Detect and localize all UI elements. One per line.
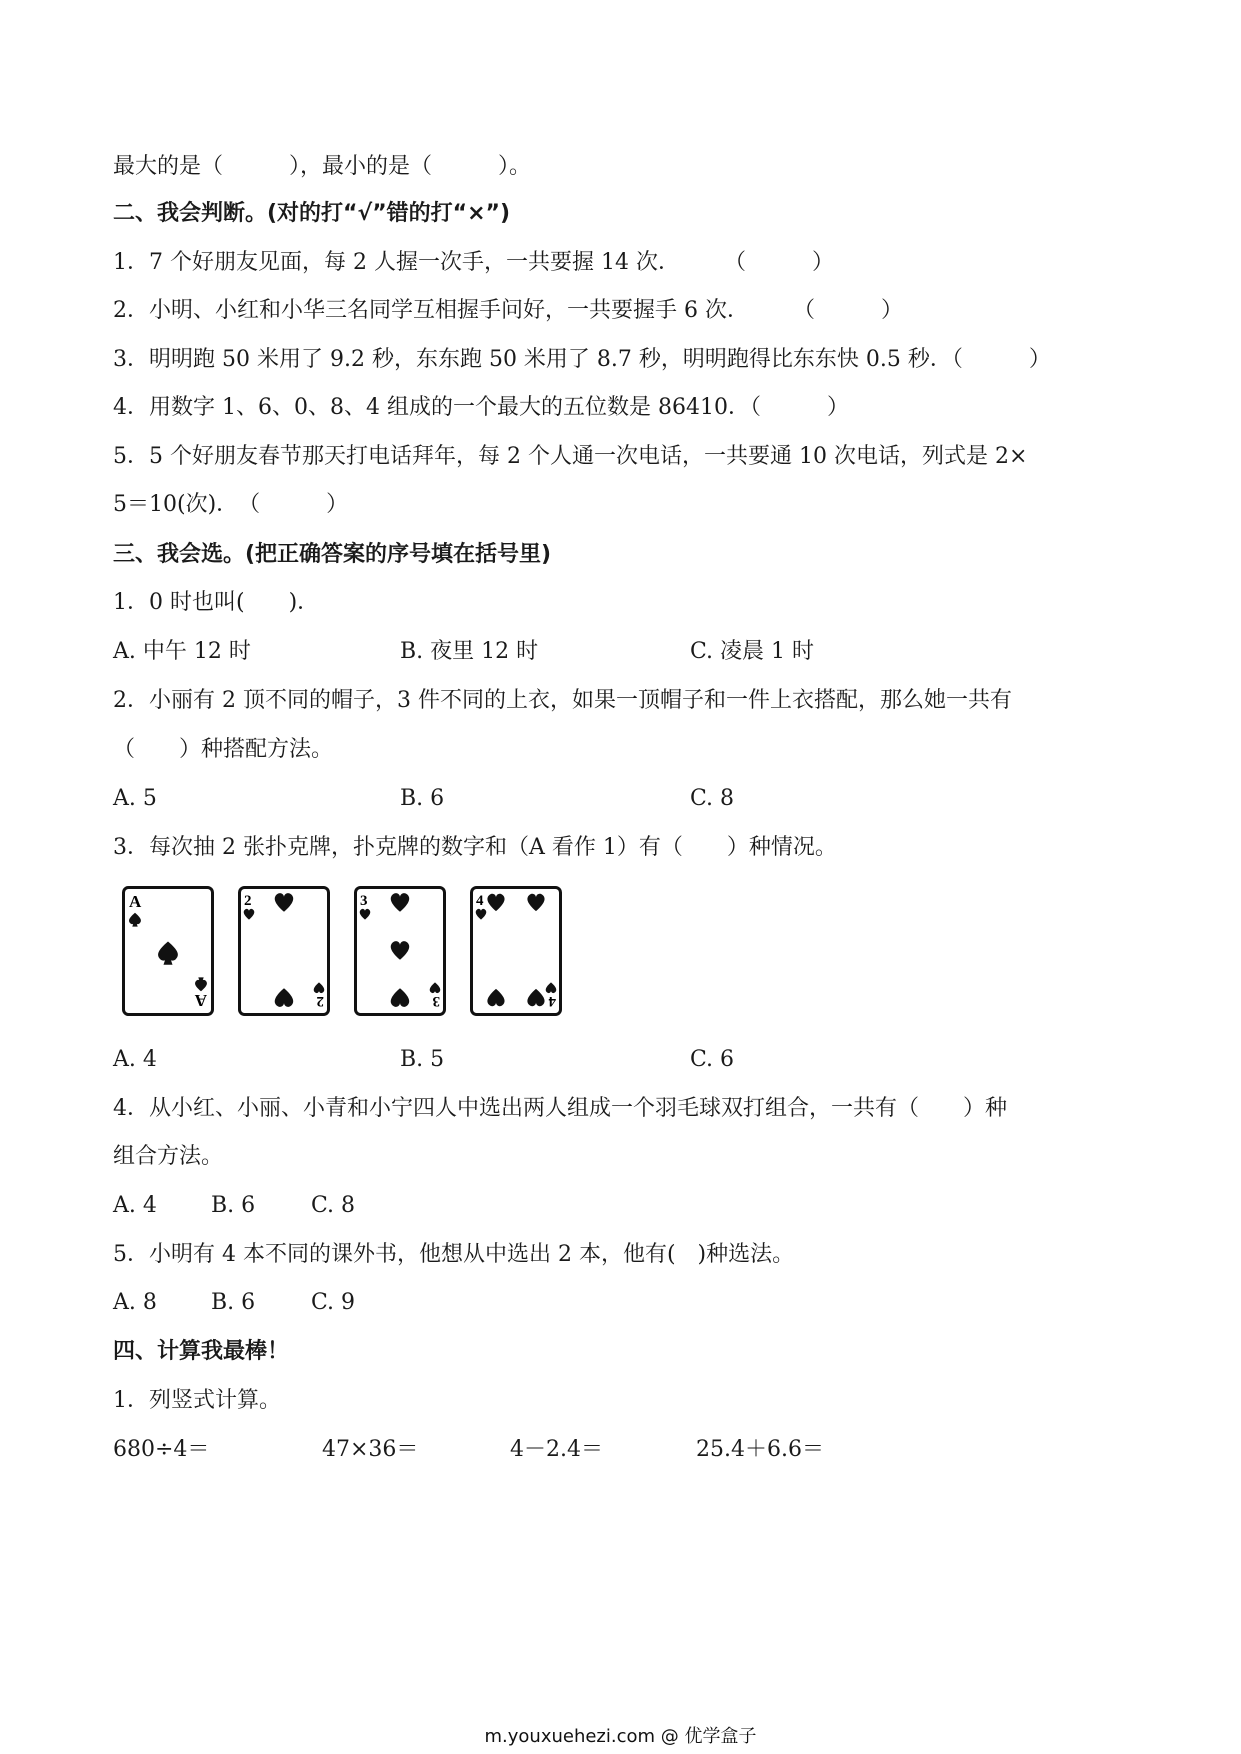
- card-rank: 3: [360, 893, 368, 909]
- q1-option-b: B. 夜里 12 时: [400, 639, 539, 664]
- playing-cards: [122, 886, 582, 1021]
- judge-item-4: 4．用数字 1、6、0、8、4 组成的一个最大的五位数是 86410．（ ）: [113, 395, 849, 420]
- card-rank: 4: [548, 993, 556, 1009]
- choice-q4-line1: 4．从小红、小丽、小青和小宁四人中选出两人组成一个羽毛球双打组合，一共有（ ）种: [113, 1096, 1008, 1121]
- q5-option-a: A. 8: [113, 1290, 157, 1315]
- choice-q2-line2: （ ）种搭配方法。: [113, 737, 334, 762]
- section2-heading: 二、我会判断。(对的打“√”错的打“×”): [113, 201, 511, 226]
- q4-option-b: B. 6: [211, 1193, 256, 1218]
- card-four-heart: [470, 886, 562, 1016]
- q4-option-a: A. 4: [113, 1193, 157, 1218]
- q3-option-c: C. 6: [690, 1047, 735, 1072]
- choice-q1: 1．0 时也叫( )．: [113, 590, 320, 615]
- judge-item-2: 2．小明、小红和小华三名同学互相握手问好，一共要握手 6 次． （ ）: [113, 298, 903, 323]
- choice-q2-line1: 2．小丽有 2 顶不同的帽子，3 件不同的上衣，如果一顶帽子和一件上衣搭配，那么她一共有: [113, 688, 1012, 713]
- card-rank: A: [129, 892, 142, 911]
- calc-q1: 1．列竖式计算。: [113, 1388, 281, 1413]
- q3-option-a: A. 4: [113, 1047, 157, 1072]
- judge-item-5-cont: 5＝10(次)． （ ）: [113, 492, 349, 517]
- calc-expr-2: 47×36＝: [322, 1437, 419, 1462]
- calc-expr-3: 4－2.4＝: [510, 1437, 603, 1462]
- section3-heading: 三、我会选。(把正确答案的序号填在括号里): [113, 542, 552, 567]
- q5-option-b: B. 6: [211, 1290, 256, 1315]
- card-two-heart: [238, 886, 330, 1016]
- q2-option-a: A. 5: [113, 786, 157, 811]
- judge-item-3: 3．明明跑 50 米用了 9.2 秒，东东跑 50 米用了 8.7 秒，明明跑得比东东快 0.5 秒．（ ）: [113, 347, 1051, 372]
- judge-item-1: 1．7 个好朋友见面，每 2 人握一次手，一共要握 14 次． （ ）: [113, 250, 834, 275]
- q2-option-b: B. 6: [400, 786, 445, 811]
- q2-option-c: C. 8: [690, 786, 735, 811]
- card-three-heart: [354, 886, 446, 1016]
- footer-watermark: m.youxuehezi.com @ 优学盒子: [484, 1726, 757, 1747]
- choice-q5: 5．小明有 4 本不同的课外书，他想从中选出 2 本，他有( )种选法。: [113, 1242, 795, 1267]
- card-rank: A: [194, 991, 207, 1010]
- card-rank: 3: [432, 993, 440, 1009]
- q4-option-c: C. 8: [311, 1193, 356, 1218]
- calc-expr-4: 25.4＋6.6＝: [696, 1437, 824, 1462]
- choice-q3: 3．每次抽 2 张扑克牌，扑克牌的数字和（A 看作 1）有（ ）种情况。: [113, 835, 837, 860]
- judge-item-5: 5．5 个好朋友春节那天打电话拜年，每 2 个人通一次电话，一共要通 10 次电话，列式是 2×: [113, 444, 1028, 469]
- q3-option-b: B. 5: [400, 1047, 445, 1072]
- card-ace-spade: [122, 886, 214, 1016]
- section4-heading: 四、计算我最棒！: [113, 1339, 290, 1364]
- q1-option-c: C. 凌晨 1 时: [690, 639, 815, 664]
- card-rank: 2: [316, 993, 324, 1009]
- choice-q4-line2: 组合方法。: [113, 1144, 224, 1169]
- card-rank: 2: [244, 893, 252, 909]
- calc-expr-1: 680÷4＝: [113, 1437, 210, 1462]
- q5-option-c: C. 9: [311, 1290, 356, 1315]
- card-rank: 4: [476, 893, 484, 909]
- max-min-line: 最大的是（ ），最小的是（ ）。: [113, 154, 532, 179]
- q1-option-a: A. 中午 12 时: [113, 639, 251, 664]
